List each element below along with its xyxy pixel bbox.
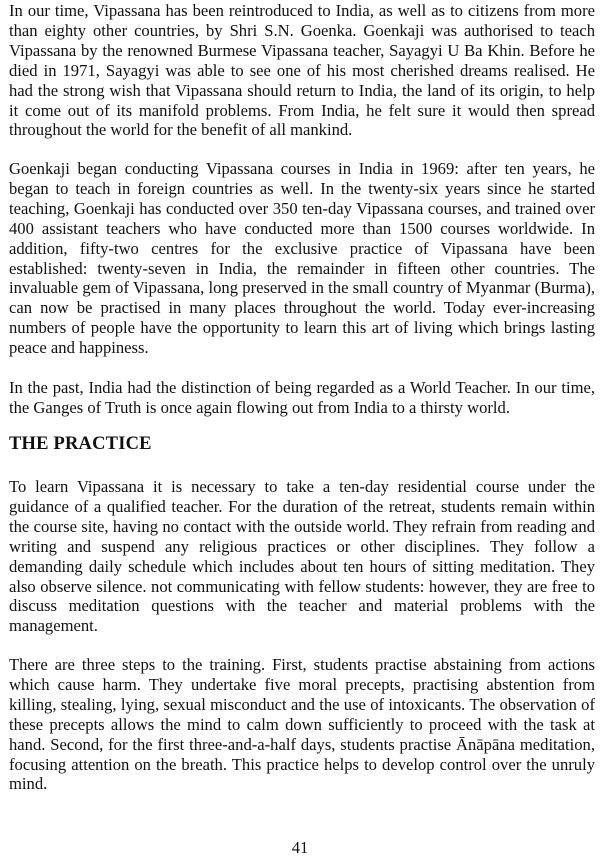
paragraph-goenka-introduction: In our time, Vipassana has been reintroduced to India, as well as to citizens from more than eighty other countries, by Shri S.N. Goenka. Goenkaji was authorised to teach Vipassana by the renowned Burmese Vipassana teacher, Sayagyi U Ba Khin. Before he died in 1971, Sayagyi was able to see one of his most cherished dreams realised. He had the strong wish that Vipassana should return to India, the land of its origin, to help it come out of its manifold problems. From India, he felt sure it would then spread throughout the world for the benefit of all mankind. (9, 1, 595, 140)
paragraph-ten-day-course: To learn Vipassana it is necessary to take a ten-day residential course under the guidance of a qualified teacher. For the duration of the retreat, students remain within the course site, having no contact with the outside world. They refrain from reading and writing and suspend any religious practices or other disciplines. They follow a demanding daily schedule which includes about ten hours of sitting meditation. They also observe silence. not communicating with fellow students: however, they are free to discuss meditation questions with the teacher and material problems with the management. (9, 477, 595, 636)
paragraph-courses-history: Goenkaji began conducting Vipassana courses in India in 1969: after ten years, he began to teach in foreign countries as well. In the twenty-six years since he started teaching, Goenkaji has conducted over 350 ten-day Vipassana courses, and trained over 400 assistant teachers who have conducted more than 1500 courses worldwide. In addition, fifty-two centres for the exclusive practice of Vipassana have been established: twenty-seven in India, the remainder in fifteen other countries. The invaluable gem of Vipassana, long preserved in the small country of Myanmar (Burma), can now be practised in many places throughout the world. Today ever-increasing numbers of people have the opportunity to learn this art of living which brings lasting peace and happiness. (9, 159, 595, 358)
paragraph-three-steps: There are three steps to the training. First, students practise abstaining from actions which cause harm. They undertake five moral precepts, practising abstention from killing, stealing, lying, sexual misconduct and the use of intoxicants. The observation of these precepts allows the mind to calm down sufficiently to proceed with the task at hand. Second, for the first three-and-a-half days, students practise Ānāpāna meditation, focusing attention on the breath. This practice helps to develop control over the unruly mind. (9, 655, 595, 794)
paragraph-world-teacher: In the past, India had the distinction of being regarded as a World Teacher. In our time, the Ganges of Truth is once again flowing out from India to a thirsty world. (9, 378, 595, 417)
section-heading: THE PRACTICE (9, 434, 152, 454)
page-number: 41 (291, 838, 309, 857)
